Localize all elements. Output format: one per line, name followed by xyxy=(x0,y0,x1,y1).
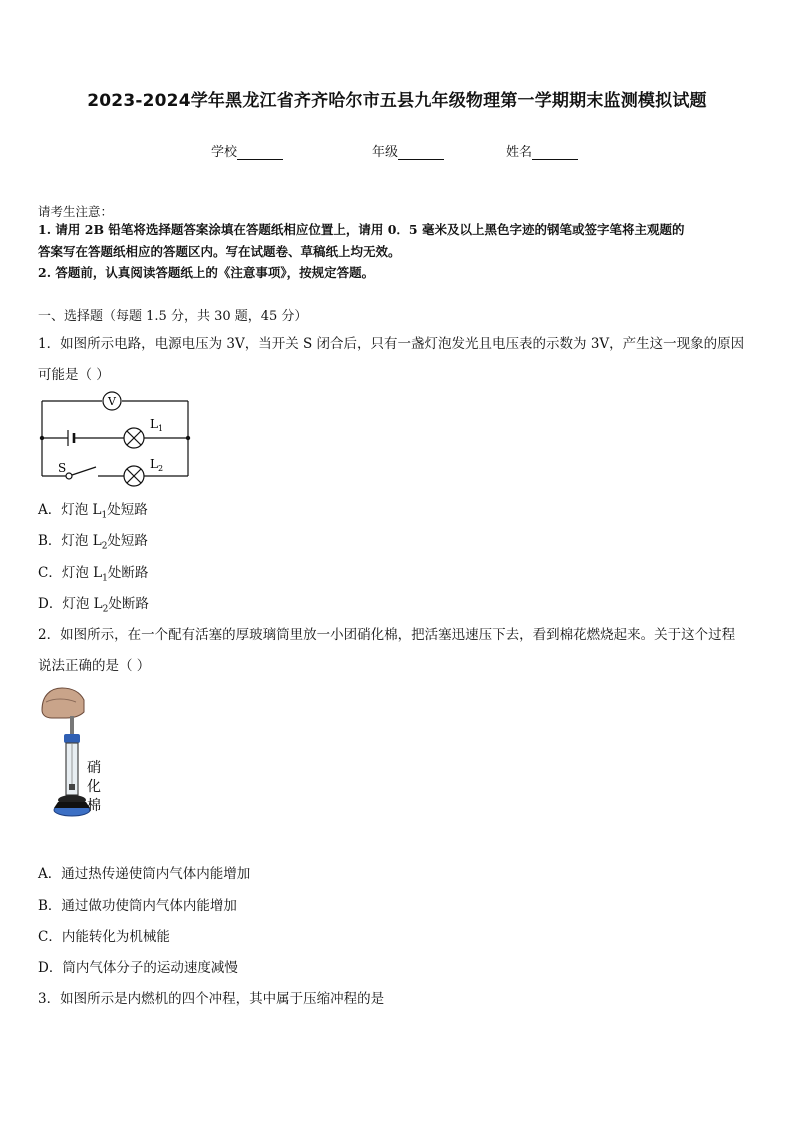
q1-option-d-suffix: 处断路 xyxy=(108,596,149,612)
switch-blade xyxy=(72,467,96,475)
q1-circuit-diagram xyxy=(36,388,196,492)
q2-stem-line-2: 说法正确的是（ ） xyxy=(38,658,151,674)
q1-option-a-sub: 1 xyxy=(101,510,108,521)
notice-heading: 请考生注意： xyxy=(38,204,114,219)
nitrocellulose-label-1: 硝 xyxy=(87,760,101,776)
notice-item-2: 2. 答题前，认真阅读答题纸上的《注意事项》，按规定答题。 xyxy=(38,265,375,280)
school-blank[interactable] xyxy=(237,145,283,160)
q2-option-d[interactable]: D．筒内气体分子的运动速度减慢 xyxy=(38,960,238,976)
name-field xyxy=(506,141,578,160)
notice-item-1-line-2: 答案写在答题纸相应的答题区内。写在试题卷、草稿纸上均无效。 xyxy=(38,244,401,259)
q1-option-b-suffix: 处短路 xyxy=(107,533,148,549)
nitrocellulose-label-2: 化 xyxy=(87,779,101,795)
q2-stem-line-1: 2．如图所示，在一个配有活塞的厚玻璃筒里放一小团硝化棉，把活塞迅速压下去，看到棉花燃烧起来。关于这个过程 xyxy=(38,627,736,643)
school-field xyxy=(211,141,283,160)
lamp-l1-subscript: 1 xyxy=(158,424,164,433)
q2-glass-cylinder-figure xyxy=(36,684,126,824)
voltmeter-label: V xyxy=(108,395,116,408)
hand-icon xyxy=(42,688,84,718)
q1-option-c-prefix: C．灯泡 L xyxy=(38,565,103,581)
lamp-l2-label: L xyxy=(150,457,158,471)
q1-option-d-sub: 2 xyxy=(102,604,109,615)
nitrocellulose-cotton xyxy=(69,784,75,790)
q1-stem-line-1: 1．如图所示电路，电源电压为 3V，当开关 S 闭合后，只有一盏灯泡发光且电压表的示数为 3V，产生这一现象的原因 xyxy=(38,336,745,352)
q1-option-c-sub: 1 xyxy=(102,573,108,584)
lamp-l1-label: L xyxy=(150,417,158,431)
q1-option-a-suffix: 处短路 xyxy=(107,502,148,518)
school-label: 学校 xyxy=(211,145,238,160)
piston-rod xyxy=(70,716,74,734)
grade-blank[interactable] xyxy=(398,145,444,160)
grade-field xyxy=(372,141,444,160)
q1-option-c-suffix: 处断路 xyxy=(107,565,149,581)
q2-option-b[interactable]: B．通过做功使筒内气体内能增加 xyxy=(38,898,237,914)
q1-option-c[interactable] xyxy=(38,561,148,584)
lamp-l2-subscript: 2 xyxy=(158,464,164,473)
q1-option-b-sub: 2 xyxy=(101,541,108,552)
switch-label: S xyxy=(58,461,67,475)
grade-label: 年级 xyxy=(372,145,399,160)
junction-left xyxy=(40,436,44,440)
q3-stem-line-1: 3．如图所示是内燃机的四个冲程，其中属于压缩冲程的是 xyxy=(38,991,385,1007)
q1-option-b-prefix: B．灯泡 L xyxy=(38,533,102,549)
q2-option-a[interactable]: A．通过热传递使筒内气体内能增加 xyxy=(38,866,251,882)
nitrocellulose-label-3: 棉 xyxy=(87,798,101,814)
q1-option-d-prefix: D．灯泡 L xyxy=(38,596,103,612)
q1-stem-line-2: 可能是（ ） xyxy=(38,367,110,383)
switch-contact xyxy=(66,473,72,479)
name-blank[interactable] xyxy=(532,145,578,160)
page-title: 2023-2024学年黑龙江省齐齐哈尔市五县九年级物理第一学期期末监测模拟试题 xyxy=(87,91,707,111)
q2-option-c[interactable]: C．内能转化为机械能 xyxy=(38,929,170,945)
q1-option-a-prefix: A．灯泡 L xyxy=(38,502,102,518)
notice-item-1-line-1: 1. 请用 2B 铅笔将选择题答案涂填在答题纸相应位置上，请用 0．5 毫米及以上黑色字迹的钢笔或签字笔将主观题的 xyxy=(38,222,685,237)
junction-right xyxy=(186,436,190,440)
q1-option-d[interactable] xyxy=(38,592,149,615)
name-label: 姓名 xyxy=(506,145,533,160)
section-heading: 一、选择题（每题 1.5 分，共 30 题，45 分） xyxy=(38,309,308,324)
cylinder-cap xyxy=(64,734,80,743)
q1-option-a[interactable] xyxy=(38,498,148,521)
q1-option-b[interactable] xyxy=(38,529,148,552)
